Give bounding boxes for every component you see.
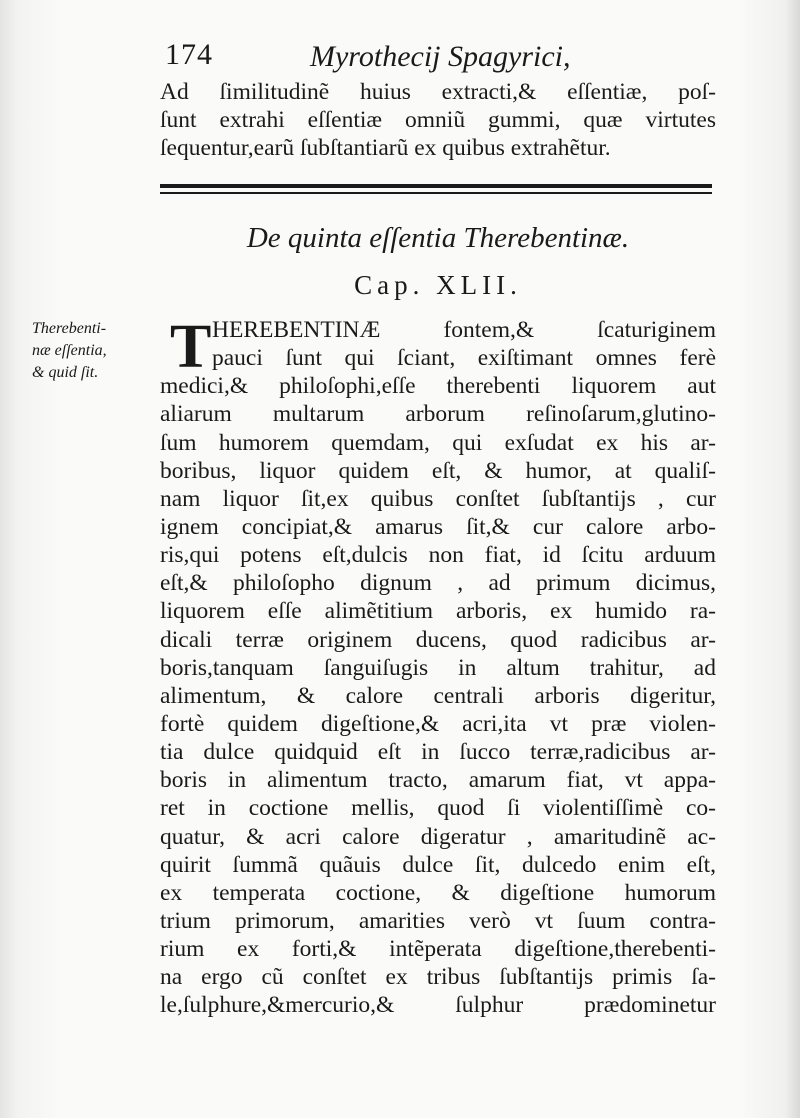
text-line: ignem concipiat,& amarus ſit,& cur calore arbo-: [160, 513, 716, 540]
text-line: rium ex forti,& intẽperata digeſtione,therebenti-: [160, 936, 716, 963]
page-number: 174: [165, 38, 213, 71]
running-head: Myrothecij Spagyrici,: [310, 40, 571, 73]
text-line: liquorem eſſe alimẽtitium arboris, ex humido ra-: [160, 598, 716, 625]
text-line: dicali terræ originem ducens, quod radicibus ar-: [160, 626, 716, 653]
page-header: [165, 38, 715, 82]
text-line: aliarum multarum arborum reſinoſarum,glutino-: [160, 401, 716, 428]
text-line: boris in alimentum tracto, amarum fiat, vt appa-: [160, 767, 716, 794]
text-line: ſum humorem quemdam, qui exſudat ex his ar-: [160, 429, 716, 456]
text-line: le,ſulphure,&mercurio,& ſulphur prædominetur: [160, 992, 716, 1019]
text-line: HEREBENTINÆ fontem,& ſcaturiginem: [212, 317, 716, 343]
drop-cap: T: [170, 313, 212, 381]
text-line: fortè quidem digeſtione,& acri,ita vt præ violen-: [160, 710, 716, 737]
text-line: eſt,& philoſopho dignum , ad primum dicimus,: [160, 570, 716, 597]
text-line: Ad ſimilitudinẽ huius extracti,& eſſentiæ, poſ-: [160, 79, 716, 105]
margin-note: [32, 318, 154, 384]
chapter-heading: Cap. XLII.: [354, 270, 522, 300]
intro-paragraph: [160, 78, 716, 162]
text-line: nam liquor ſit,ex quibus conſtet ſubſtantijs , cur: [160, 485, 716, 512]
section-divider: [160, 184, 712, 194]
text-line: boris,tanquam ſanguiſugis in altum trahitur, ad: [160, 654, 716, 681]
chapter-body: [160, 313, 716, 1020]
text-line: ris,qui potens eſt,dulcis non fiat, id ſcitu arduum: [160, 542, 716, 569]
text-line: quirit ſummã quãuis dulce ſit, dulcedo enim eſt,: [160, 851, 716, 878]
text-line: quatur, & acri calore digeratur , amaritudinẽ ac-: [160, 823, 716, 850]
text-line: medici,& philoſophi,eſſe therebenti liquorem aut: [160, 373, 716, 400]
text-line: ſequentur,earũ ſubſtantiarũ ex quibus extrahẽtur.: [160, 135, 611, 161]
text-line: ſunt extrahi eſſentiæ omniũ gummi, quæ virtutes: [160, 107, 716, 133]
margin-note-line: næ eſſentia,: [32, 342, 107, 359]
text-line: ex temperata coctione, & digeſtione humorum: [160, 879, 716, 906]
text-line: pauci ſunt qui ſciant, exiſtimant omnes ferè: [212, 345, 716, 372]
text-line: boribus, liquor quidem eſt, & humor, at qualiſ-: [160, 457, 716, 484]
margin-note-line: Therebenti-: [32, 320, 107, 337]
margin-note-line: & quid ſit.: [32, 364, 99, 381]
section-title: De quinta eſſentia Therebentinæ.: [246, 222, 630, 254]
text-line: tia dulce quidquid eſt in ſucco terræ,radicibus ar-: [160, 739, 716, 766]
text-line: trium primorum, amarities verò vt ſuum contra-: [160, 907, 716, 934]
text-line: ret in coctione mellis, quod ſi violentiſſimè co-: [160, 795, 716, 822]
text-line: alimentum, & calore centrali arboris digeritur,: [160, 682, 716, 709]
text-line: na ergo cũ conſtet ex tribus ſubſtantijs primis ſa-: [160, 964, 716, 991]
